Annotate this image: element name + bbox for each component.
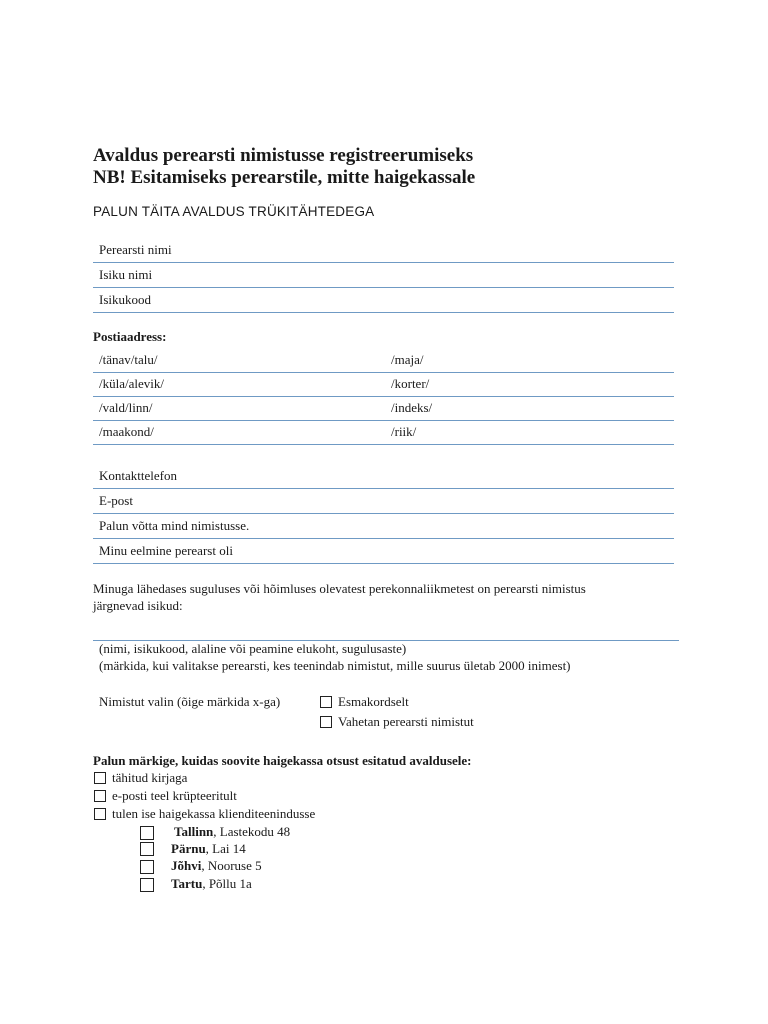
relatives-text-line2: järgnevad isikud: <box>93 598 183 613</box>
apartment-label: /korter/ <box>391 376 430 391</box>
phone-field[interactable] <box>93 465 674 489</box>
street-label: /tänav/talu/ <box>99 352 158 367</box>
field-label: Kontakttelefon <box>99 468 177 483</box>
office-johvi: Jõhvi, Nooruse 5 <box>171 858 262 873</box>
personal-code-field[interactable] <box>93 289 674 313</box>
relatives-hint1: (nimi, isikukood, alaline või peamine elukoht, sugulusaste) <box>99 641 407 656</box>
choice-label: Nimistut valin (õige märkida x-ga) <box>99 694 281 709</box>
doctor-name-field[interactable] <box>93 239 674 263</box>
office-parnu: Pärnu, Lai 14 <box>171 841 246 856</box>
change-doctor-label: Vahetan perearsti nimistut <box>338 714 474 729</box>
change-doctor-checkbox[interactable] <box>320 716 332 728</box>
encrypted-email-label: e-posti teel krüpteeritult <box>112 788 237 803</box>
field-label: E-post <box>99 493 133 508</box>
register-request-field[interactable] <box>93 515 674 539</box>
instruction-text: PALUN TÄITA AVALDUS TRÜKITÄHTEDEGA <box>93 204 375 219</box>
person-name-field[interactable] <box>93 264 674 288</box>
email-field[interactable] <box>93 490 674 514</box>
first-time-label: Esmakordselt <box>338 694 409 709</box>
field-label: Isikukood <box>99 292 151 307</box>
postal-code-label: /indeks/ <box>391 400 433 415</box>
office-tartu: Tartu, Põllu 1a <box>171 876 252 891</box>
address-row[interactable] <box>93 373 674 397</box>
office-tartu-checkbox[interactable] <box>140 878 154 892</box>
in-person-checkbox[interactable] <box>94 808 106 820</box>
county-label: /maakond/ <box>99 424 154 439</box>
office-tallinn-checkbox[interactable] <box>140 826 154 840</box>
registered-mail-label: tähitud kirjaga <box>112 770 188 785</box>
house-label: /maja/ <box>391 352 424 367</box>
relatives-hint2: (märkida, kui valitakse perearsti, kes teenindab nimistut, mille suurus ületab 2000 inimest) <box>99 658 571 673</box>
relatives-text-line1: Minuga lähedases suguluses või hõimluses olevatest perekonnaliikmetest on perearsti nimistus <box>93 581 586 596</box>
country-label: /riik/ <box>391 424 417 439</box>
registered-mail-checkbox[interactable] <box>94 772 106 784</box>
form-title: Avaldus perearsti nimistusse registreerumiseks <box>93 145 474 166</box>
decision-heading: Palun märkige, kuidas soovite haigekassa otsust esitatud avaldusele: <box>93 753 472 768</box>
office-johvi-checkbox[interactable] <box>140 860 154 874</box>
form-subtitle: NB! Esitamiseks perearstile, mitte haigekassale <box>93 167 476 188</box>
address-row[interactable] <box>93 349 674 373</box>
address-heading: Postiaadress: <box>93 329 167 344</box>
field-label: Isiku nimi <box>99 267 153 282</box>
municipality-label: /vald/linn/ <box>99 400 153 415</box>
address-row[interactable] <box>93 397 674 421</box>
encrypted-email-checkbox[interactable] <box>94 790 106 802</box>
field-label: Palun võtta mind nimistusse. <box>99 518 250 533</box>
office-parnu-checkbox[interactable] <box>140 842 154 856</box>
village-label: /küla/alevik/ <box>99 376 164 391</box>
in-person-label: tulen ise haigekassa klienditeenindusse <box>112 806 316 821</box>
address-row[interactable] <box>93 421 674 445</box>
previous-doctor-field[interactable] <box>93 540 674 564</box>
office-tallinn: Tallinn, Lastekodu 48 <box>174 824 291 839</box>
field-label: Minu eelmine perearst oli <box>99 543 233 558</box>
first-time-checkbox[interactable] <box>320 696 332 708</box>
field-label: Perearsti nimi <box>99 242 172 257</box>
